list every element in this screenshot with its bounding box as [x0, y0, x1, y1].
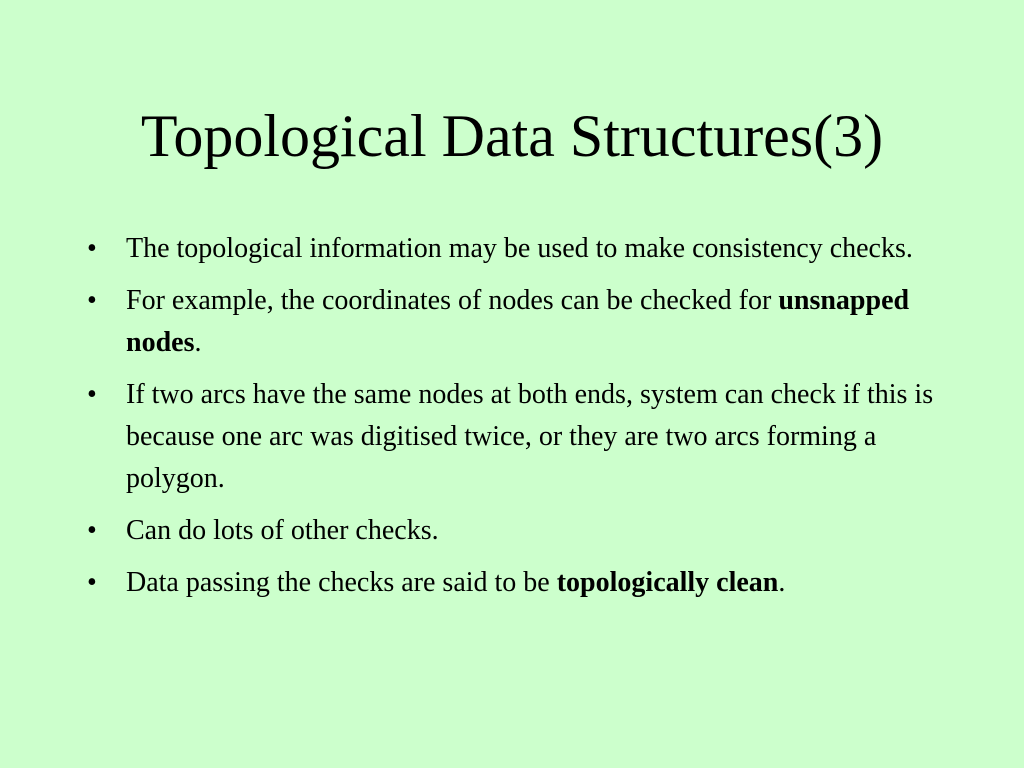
bullet-text: Can do lots of other checks. [126, 515, 439, 546]
bullet-item-3 [82, 374, 952, 500]
bullet-item-5 [82, 562, 952, 604]
bullet-text: If two arcs have the same nodes at both ends, system can check if this is because one arc was digitised twice, or they are two arcs forming a polygon. [126, 379, 934, 494]
bullet-text: The topological information may be used to make consistency checks. [126, 233, 913, 264]
bullet-item-2 [82, 280, 952, 364]
bullet-dot-icon: • [87, 379, 97, 410]
bullet-item-4 [82, 510, 952, 552]
bold-term-unsnapped-nodes: unsnapped nodes [126, 285, 910, 358]
bullet-text-before: Data passing the checks are said to be [126, 567, 557, 598]
bullet-text-after: . [194, 327, 202, 358]
bullet-dot-icon: • [87, 567, 97, 598]
bullet-list [82, 228, 952, 614]
slide-title: Topological Data Structures(3) [140, 103, 884, 169]
bullet-dot-icon: • [87, 233, 97, 264]
bullet-dot-icon: • [87, 285, 97, 316]
bold-term-topologically-clean: topologically clean [556, 567, 779, 598]
bullet-text-after: . [778, 567, 786, 598]
bullet-item-1 [82, 228, 952, 270]
bullet-dot-icon: • [87, 515, 97, 546]
bullet-text-before: For example, the coordinates of nodes can be checked for [126, 285, 779, 316]
